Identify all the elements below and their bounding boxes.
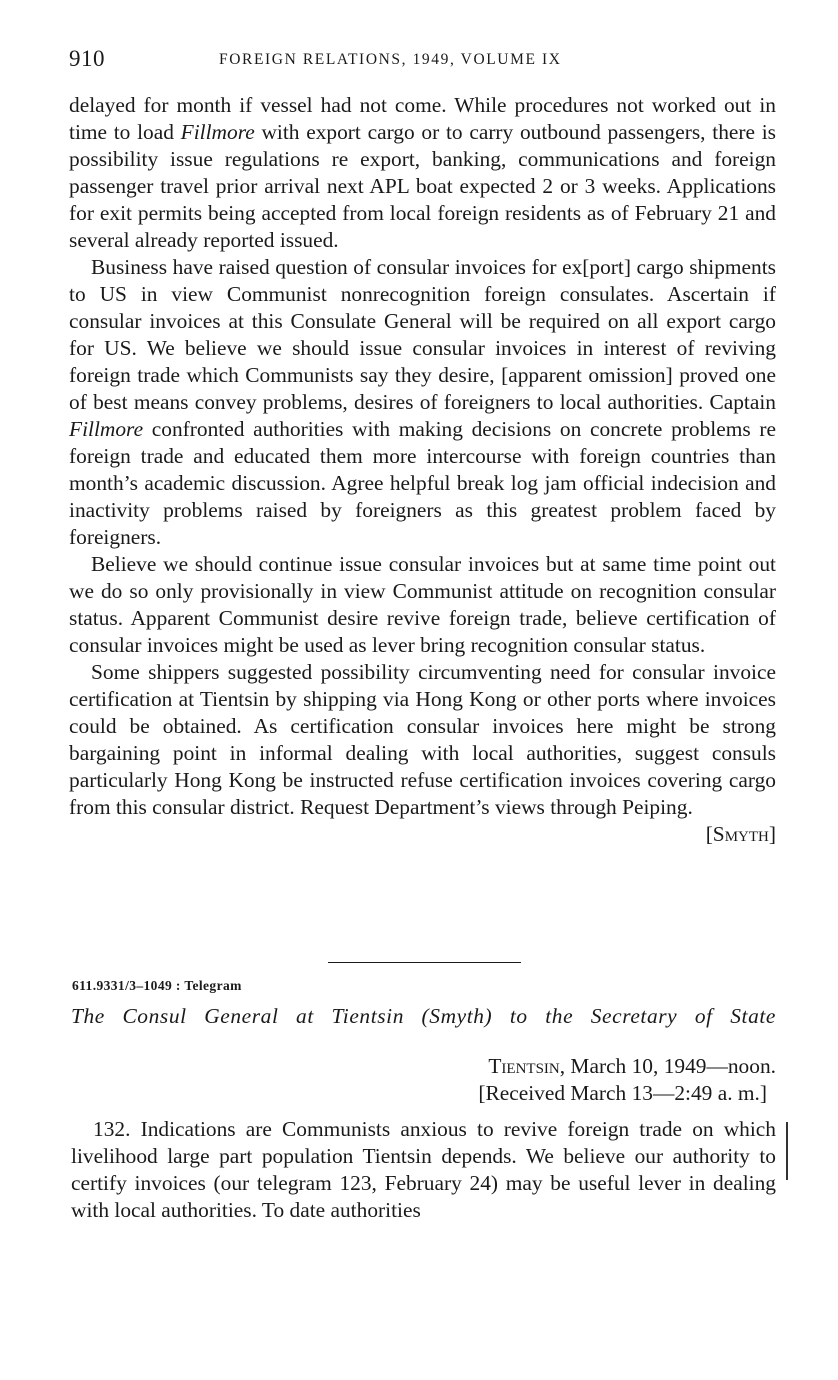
ship-name: Fillmore: [180, 120, 255, 144]
dateline-place: Tientsin: [488, 1054, 560, 1078]
paragraph-text: Some shippers suggested possibility circumventing need for consular invoice certification at Tientsin by shipping via Hong Kong or other ports where invoices could be obtained. As certification consular invoices here might be strong bargaining point in informal dealing with local authorities, suggest consuls particularly Hong Kong be instructed refuse certification invoices covering cargo from this consular district. Request Department’s views through Peiping.: [69, 660, 776, 819]
paragraph-text: Believe we should continue issue consular invoices but at same time point out we do so only provisionally in view Communist attitude on recognition consular status. Apparent Communist desire revive foreign trade, believe certification of consular invoices might be used as lever bring recognition consular status.: [69, 552, 776, 657]
running-head: FOREIGN RELATIONS, 1949, VOLUME IX: [219, 51, 562, 68]
section-divider: [328, 962, 521, 963]
telegram-body: [69, 92, 776, 848]
paragraph-text: Business have raised question of consular invoices for ex[port] cargo shipments to US in view Communist nonrecognition foreign consulates. Ascertain if consular invoices at this Consulate General will be required on all export cargo for US. We believe we should issue consular invoices in interest of reviving foreign trade which Communists say they desire, [apparent omission] proved one of best means convey problems, desires of foreigners to local authorities. Captain: [69, 255, 776, 414]
page-number: 910: [69, 46, 105, 71]
margin-mark: [786, 1122, 788, 1180]
ship-name: Fillmore: [69, 417, 144, 441]
paragraph-4: [69, 659, 776, 821]
dateline-date: , March 10, 1949—noon.: [559, 1054, 776, 1078]
paragraph-2: [69, 254, 776, 551]
paragraph-1: [69, 92, 776, 254]
dateline-sent: [488, 1053, 776, 1080]
telegram-132-body: [71, 1116, 776, 1224]
file-reference: 611.9331/3–1049 : Telegram: [72, 978, 242, 993]
paragraph-3: [69, 551, 776, 659]
page-header: [69, 46, 776, 74]
dateline: [478, 1053, 776, 1107]
paragraph-text: 132. Indications are Communists anxious to revive foreign trade on which livelihood large part population Tientsin depends. We believe our authority to certify invoices (our telegram 123, February 24) may be useful lever in dealing with local authorities. To date authorities: [71, 1117, 776, 1222]
paragraph-text: delayed for month if vessel had not come. While procedures not worked out in time to load: [69, 93, 776, 144]
signature: [Smyth]: [705, 822, 776, 846]
document-title: The Consul General at Tientsin (Smyth) to the Secretary of State: [71, 1004, 776, 1028]
paragraph-text: confronted authorities with making decisions on concrete problems re foreign trade and educated them more intercourse with foreign countries than month’s academic discussion. Agree helpful break log jam official indecision and inactivity problems raised by foreigners as this greatest problem faced by foreigners.: [69, 417, 776, 549]
paragraph-text: with export cargo or to carry outbound passengers, there is possibility issue regulations re export, banking, communications and foreign passenger travel prior arrival next APL boat expected 2 or 3 weeks. Applications for exit permits being accepted from local foreign residents as of February 21 and several already reported issued.: [69, 120, 776, 252]
dateline-received: [Received March 13—2:49 a. m.]: [478, 1081, 768, 1105]
